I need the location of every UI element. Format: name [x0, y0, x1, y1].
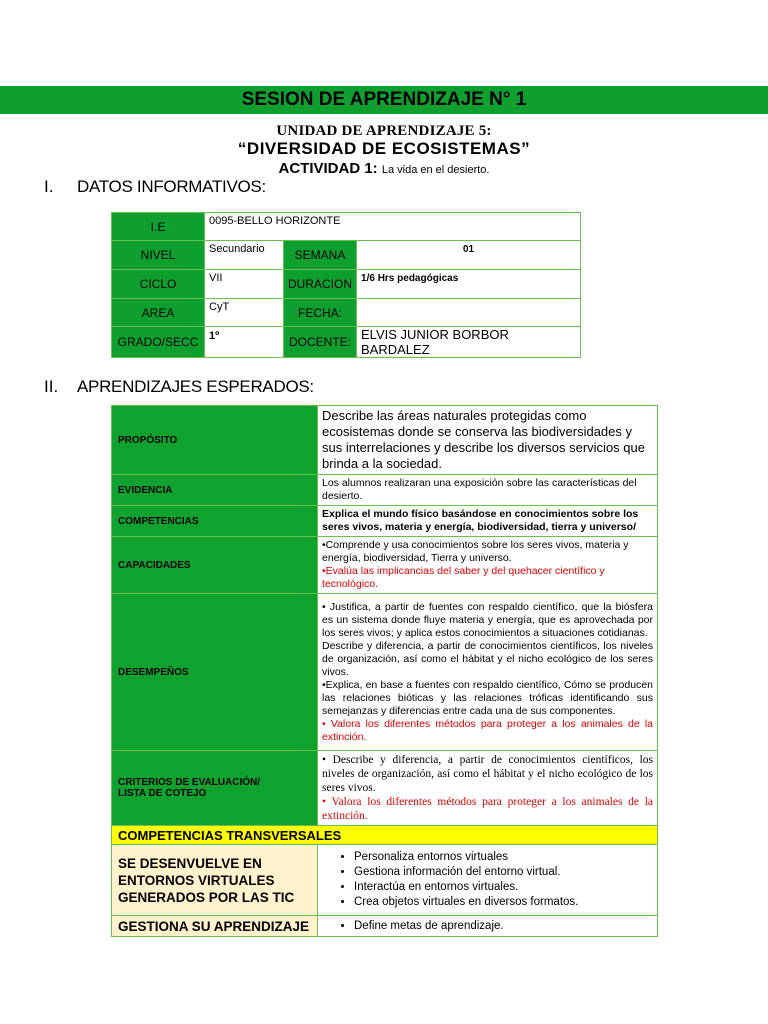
aprendizajes-table: [111, 405, 658, 937]
fecha-label: FECHA:: [284, 299, 357, 327]
semana-label: SEMANA: [284, 241, 357, 270]
unit-name: “DIVERSIDAD DE ECOSISTEMAS”: [237, 139, 531, 158]
docente-value: ELVIS JUNIOR BORBOR BARDALEZ: [357, 327, 581, 358]
criterios-label-line-2: LISTA DE COTEJO: [118, 788, 207, 799]
criterios-item-2: • Valora los diferentes métodos para proteger a los animales de la extinción.: [322, 796, 653, 822]
section-2-number: II.: [44, 377, 59, 396]
table-row: [112, 826, 658, 845]
desempenos-item-4: • Valora los diferentes métodos para proteger a los animales de la extinción.: [322, 717, 653, 743]
list-item: • Gestiona información del entorno virtual.: [354, 865, 657, 880]
capacidades-item-2: •Evalúa las implicancias del saber y del quehacer científico y tecnológico.: [322, 565, 605, 590]
table-row: [112, 751, 658, 826]
desempenos-cell: [318, 594, 658, 751]
grado-label: GRADO/SECC: [112, 327, 205, 358]
table-row: [112, 241, 581, 270]
list-item: • Define metas de aprendizaje.: [354, 919, 657, 934]
activity-text: La vida en el desierto.: [381, 164, 490, 176]
evidencia-label: EVIDENCIA: [112, 475, 318, 506]
list-item: • Crea objetos virtuales en diversos formatos.: [354, 895, 657, 910]
ie-label: I.E: [112, 213, 205, 241]
fecha-value: [357, 299, 581, 327]
list-item: • Personaliza entornos virtuales: [354, 850, 657, 865]
proposito-label: PROPÓSITO: [112, 406, 318, 475]
criterios-label-line-1: CRITERIOS DE EVALUACIÓN/: [118, 777, 261, 788]
list-item: • Interactúa en entornos virtuales.: [354, 880, 657, 895]
grado-value: 1º: [205, 327, 284, 358]
datos-table: [111, 212, 581, 358]
capacidades-cell: [318, 537, 658, 594]
table-row: [112, 475, 658, 506]
tic-label: SE DESENVUELVE EN ENTORNOS VIRTUALES GENERADOS POR LAS TIC: [112, 845, 318, 916]
gestiona-list: [318, 919, 657, 934]
transversales-header: COMPETENCIAS TRANSVERSALES: [112, 826, 658, 845]
table-row: [112, 845, 658, 916]
table-row: [112, 299, 581, 327]
tic-cell: [318, 845, 658, 916]
activity-line: [0, 160, 768, 177]
table-row: [112, 594, 658, 751]
desempenos-label: DESEMPEÑOS: [112, 594, 318, 751]
ciclo-label: CICLO: [112, 270, 205, 299]
criterios-item-1: • Describe y diferencia, a partir de conocimientos científicos, los niveles de organización, así como el hábitat y el nicho ecológico de los seres vivos.: [322, 754, 653, 794]
table-row: [112, 406, 658, 475]
unit-label: UNIDAD DE APRENDIZAJE 5:: [276, 123, 492, 139]
duracion-label: DURACION: [284, 270, 357, 299]
activity-label: ACTIVIDAD 1:: [278, 160, 378, 177]
capacidades-label: CAPACIDADES: [112, 537, 318, 594]
capacidades-item-1: •Comprende y usa conocimientos sobre los seres vivos, materia y energía, biodiversidad, Tierra y universo.: [322, 539, 629, 564]
gestiona-label: GESTIONA SU APRENDIZAJE: [112, 916, 318, 937]
criterios-cell: [318, 751, 658, 826]
area-label: AREA: [112, 299, 205, 327]
section-1-number: I.: [44, 177, 54, 196]
criterios-label: [112, 751, 318, 826]
gestiona-cell: [318, 916, 658, 937]
section-1-title: DATOS INFORMATIVOS:: [77, 177, 266, 196]
competencias-text: Explica el mundo físico basándose en conocimientos sobre los seres vivos, materia y energía, biodiversidad, tierra y universo/: [318, 506, 658, 537]
ciclo-value: VII: [205, 270, 284, 299]
nivel-label: NIVEL: [112, 241, 205, 270]
duracion-value: 1/6 Hrs pedagógicas: [357, 270, 581, 299]
table-row: [112, 916, 658, 937]
desempenos-item-2: Describe y diferencia, a partir de conocimientos científicos, los niveles de organización, así como el hábitat y el nicho ecológico de los seres vivos.: [322, 639, 653, 678]
area-value: CyT: [205, 299, 284, 327]
table-row: [112, 213, 581, 241]
section-2-title: APRENDIZAJES ESPERADOS:: [77, 377, 314, 396]
ie-value: 0095-BELLO HORIZONTE: [205, 213, 581, 241]
table-row: [112, 506, 658, 537]
page-title: SESION DE APRENDIZAJE N° 1: [241, 89, 527, 110]
table-row: [112, 270, 581, 299]
evidencia-text: Los alumnos realizaran una exposición sobre las características del desierto.: [318, 475, 658, 506]
docente-label: DOCENTE:: [284, 327, 357, 358]
semana-value: 01: [357, 241, 581, 270]
desempenos-item-1: • Justifica, a partir de fuentes con respaldo científico, que la biósfera es un sistema donde fluye materia y energía, que es aprovechada por los seres vivos; y aplica estos conocimientos a situaciones cotidianas.: [322, 600, 653, 639]
table-row: [112, 537, 658, 594]
desempenos-item-3: •Explica, en base a fuentes con respaldo científico, Cómo se producen las relaciones bióticas y las relaciones tróficas identificando sus semejanzas y diferencias entre cada una de sus componentes.: [322, 678, 653, 717]
table-row: [112, 327, 581, 358]
tic-list: [318, 850, 657, 910]
competencias-label: COMPETENCIAS: [112, 506, 318, 537]
proposito-text: Describe las áreas naturales protegidas como ecosistemas donde se conserva las biodiversidades y sus interrelaciones y describe los diversos servicios que brinda a la sociedad.: [318, 406, 658, 475]
nivel-value: Secundario: [205, 241, 284, 270]
